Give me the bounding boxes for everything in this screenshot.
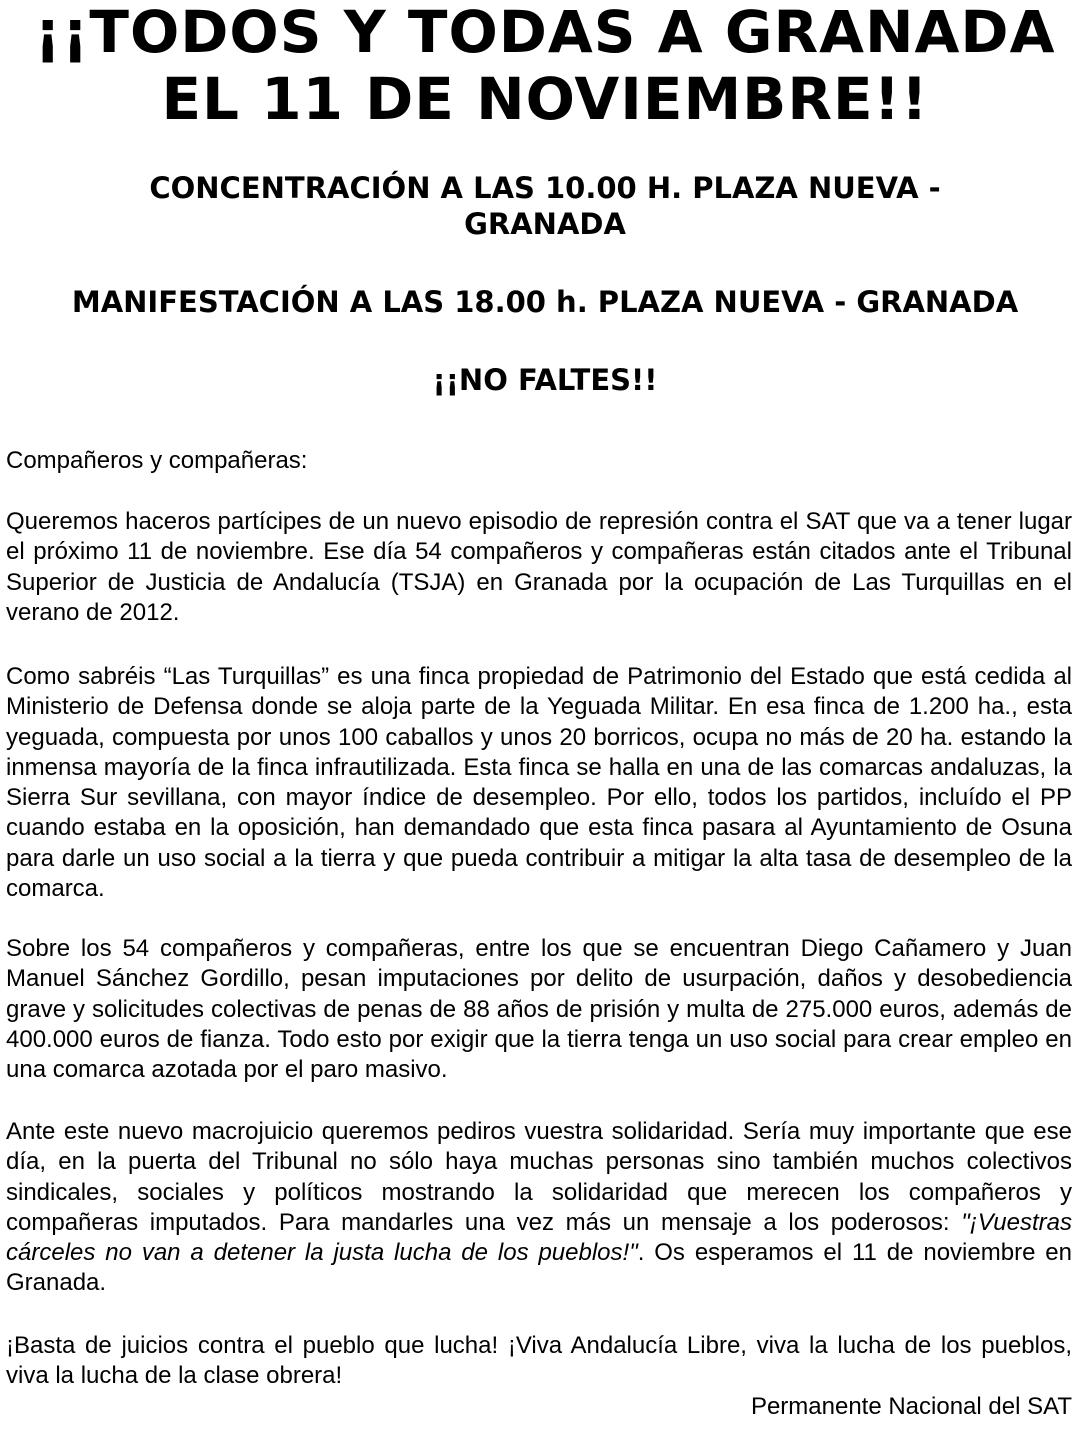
paragraph-2: Como sabréis “Las Turquillas” es una finca propiedad de Patrimonio del Estado que está cedida al Ministerio de Defensa donde se aloja parte de la Yeguada Militar. En esa finca de 1.200 ha., esta yeguada, compuesta por unos 100 caballos y unos 20 borricos, ocupa no más de 20 ha. estando la inmensa mayoría de la finca infrautilizada. Esta finca se halla en una de las comarcas andaluzas, la Sierra Sur sevillana, con mayor índice de desempleo. Por ello, todos los partidos, incluído el PP cuando estaba en la oposición, han demandado que esta finca pasara al Ayuntamiento de Osuna para darle un uso social a la tierra y que pueda contribuir a mitigar la alta tasa de desempleo de la comarca. [6, 663, 1072, 903]
signature: Permanente Nacional del SAT [750, 1393, 1072, 1420]
no-faltes-heading: ¡¡NO FALTES!! [432, 363, 658, 397]
main-title-line-2: EL 11 DE NOVIEMBRE!! [161, 65, 929, 133]
paragraph-4-text-before: Ante este nuevo macrojuicio queremos pediros vuestra solidaridad. Sería muy importante que ese día, en la puerta del Tribunal no sólo haya muchas personas sino también muchos colectivos sindicales, sociales y políticos mostrando la solidaridad que merecen los compañeros y compañeras imputados. Para mandarles una vez más un mensaje a los poderosos: [6, 1118, 1072, 1236]
paragraph-4 [6, 1117, 1072, 1299]
paragraph-1: Queremos haceros partícipes de un nuevo episodio de represión contra el SAT que va a tener lugar el próximo 11 de noviembre. Ese día 54 compañeros y compañeras están citados ante el Tribunal Superior de Justicia de Andalucía (TSJA) en Granada por la ocupación de Las Turquillas en el verano de 2012. [6, 508, 1072, 626]
paragraph-3: Sobre los 54 compañeros y compañeras, entre los que se encuentran Diego Cañamero y Juan Manuel Sánchez Gordillo, pesan imputaciones por delito de usurpación, daños y desobediencia grave y solicitudes colectivas de penas de 88 años de prisión y multa de 275.000 euros, además de 400.000 euros de fianza. Todo esto por exigir que la tierra tenga un uso social para crear empleo en una comarca azotada por el paro masivo. [6, 935, 1072, 1084]
paragraph-4-quote: "¡Vuestras cárceles no van a detener la justa lucha de los pueblos!" [6, 1208, 1072, 1267]
concentration-heading-line-2: GRANADA [464, 207, 626, 241]
concentration-heading-line-1: CONCENTRACIÓN A LAS 10.00 H. PLAZA NUEVA - [149, 171, 941, 205]
paragraph-5: ¡Basta de juicios contra el pueblo que lucha! ¡Viva Andalucía Libre, viva la lucha de los pueblos, viva la lucha de la clase obrera! [6, 1332, 1072, 1390]
greeting: Compañeros y compañeras: [6, 447, 308, 474]
demonstration-heading: MANIFESTACIÓN A LAS 18.00 h. PLAZA NUEVA - GRANADA [71, 285, 1019, 319]
main-title-line-1: ¡¡TODOS Y TODAS A GRANADA [34, 0, 1056, 66]
paragraph-4-text-after: . Os esperamos el 11 de noviembre en Granada. [6, 1239, 1072, 1297]
